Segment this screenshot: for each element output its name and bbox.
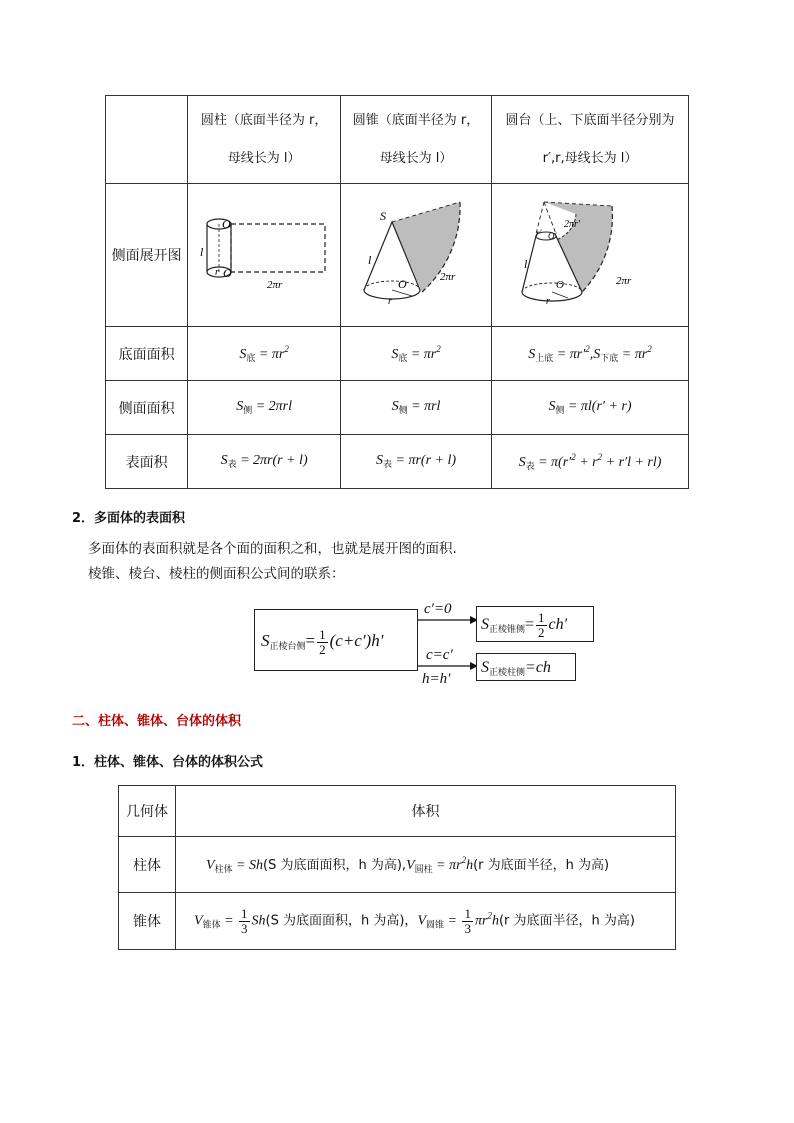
row-label-net: 侧面展开图 bbox=[106, 184, 188, 327]
cylinder-base-center-label: O bbox=[223, 266, 232, 280]
cylinder-top-center-label: O bbox=[222, 217, 231, 231]
section2-paragraph2: 棱锥、棱台、棱柱的侧面积公式间的联系： bbox=[88, 566, 345, 582]
prism-lateral-formula-box: $S_{正棱柱侧}=ch$ bbox=[476, 653, 576, 681]
section2-paragraph1: 多面体的表面积就是各个面的面积之和，也就是展开图的面积. bbox=[88, 541, 457, 557]
row-label-lateral-area: 侧面面积 bbox=[106, 381, 188, 435]
volume-table-col1-header: 几何体 bbox=[119, 786, 176, 837]
cone-net-cell bbox=[341, 184, 492, 327]
cylinder-generatrix-label: l bbox=[200, 245, 204, 259]
prism-row-label: 柱体 bbox=[119, 837, 176, 893]
header-cylinder bbox=[188, 96, 341, 184]
pyramid-row-label: 锥体 bbox=[119, 893, 176, 950]
prism-volume-formula: $V_{柱体} = Sh(S$ 为底面面积，h 为高)$,V_{圆柱} = \pi r^2h(r$ 为底面半径，h 为高) bbox=[176, 837, 676, 893]
cone-generatrix-label: l bbox=[368, 253, 372, 267]
frustum-top-radius-label: r′ bbox=[536, 228, 542, 238]
header-frustum-line1: 圆台（上、下底面半径分别为 bbox=[505, 112, 675, 128]
condition-c-prime-zero: c′=0 bbox=[424, 601, 452, 617]
condition-c-equals-c-prime: c=c′ bbox=[426, 647, 453, 663]
corner-cell bbox=[106, 96, 188, 184]
frustum-generatrix-label: l bbox=[524, 257, 528, 271]
header-cone bbox=[341, 96, 492, 184]
header-cone-line2: 母线长为 l） bbox=[379, 150, 453, 166]
cylinder-net-cell bbox=[188, 184, 341, 327]
cone-radius-label: r bbox=[388, 296, 392, 307]
frustum-top-center-label: O′ bbox=[548, 231, 557, 241]
cylinder-net-diagram bbox=[189, 184, 339, 322]
row-label-base-area: 底面面积 bbox=[106, 327, 188, 381]
section2-heading: 2．多面体的表面积 bbox=[72, 511, 186, 526]
part2-subheading: 1．柱体、锥体、台体的体积公式 bbox=[72, 755, 264, 770]
frustum-net-cell bbox=[492, 184, 689, 327]
part2-heading: 二、柱体、锥体、台体的体积 bbox=[72, 714, 242, 729]
cone-net-diagram bbox=[342, 184, 490, 322]
volume-table bbox=[118, 785, 676, 950]
cone-apex-label: S bbox=[380, 209, 387, 223]
frustum-surface-area: $S_表 = \pi(r'^2 + r^2 + r'l + rl)$ bbox=[492, 435, 689, 489]
header-frustum bbox=[492, 96, 689, 184]
cone-lateral-area: $S_侧 = \pi rl$ bbox=[341, 381, 492, 435]
surface-area-table bbox=[105, 95, 689, 489]
header-cylinder-line1: 圆柱（底面半径为 r， bbox=[200, 112, 328, 128]
header-cone-line1: 圆锥（底面半径为 r， bbox=[352, 112, 480, 128]
cone-arc-label: 2πr bbox=[440, 271, 456, 283]
cone-center-label: O bbox=[398, 277, 407, 291]
row-label-surface-area: 表面积 bbox=[106, 435, 188, 489]
frustum-arc-label: 2πr bbox=[616, 275, 632, 287]
frustum-base-area: $S_{上底} = \pi r'^2,S_{下底} = \pi r^2$ bbox=[492, 327, 689, 381]
frustum-net-diagram bbox=[492, 184, 688, 322]
cylinder-surface-area: $S_表 = 2\pi r(r + l)$ bbox=[188, 435, 341, 489]
frustum-base-radius-label: r bbox=[546, 296, 550, 307]
frustum-lateral-area: $S_侧 = \pi l(r' + r)$ bbox=[492, 381, 689, 435]
cylinder-lateral-area: $S_侧 = 2\pi rl$ bbox=[188, 381, 341, 435]
pyramid-lateral-formula-box: $S_{正棱锥侧}=$ $\frac{1}{2}$ ch′ bbox=[476, 606, 594, 642]
condition-h-equals-h-prime: h=h′ bbox=[422, 671, 451, 687]
cone-base-area: $S_底 = \pi r^2$ bbox=[341, 327, 492, 381]
frustum-top-arc-label: 2πr′ bbox=[564, 219, 581, 230]
cylinder-base-area: $S_底 = \pi r^2$ bbox=[188, 327, 341, 381]
frustum-lateral-formula-box: $S_{正棱台侧}=$ $\frac{1}{2}$ (c+c′)h′ bbox=[254, 609, 418, 671]
pyramid-volume-formula: $V_{锥体}$ = $\frac{1}{3}$ Sh(S 为底面面积，h 为高)，$V_{圆锥}$ = $\frac{1}{3}$ $\pi r^2h(r$ 为底面半径，h 为高) bbox=[176, 893, 676, 950]
cylinder-arc-label: 2πr bbox=[267, 279, 283, 291]
frustum-base-center-label: O bbox=[556, 279, 564, 291]
header-cylinder-line2: 母线长为 l） bbox=[227, 150, 301, 166]
volume-table-col2-header: 体积 bbox=[176, 786, 676, 837]
cone-surface-area: $S_表 = \pi r(r + l)$ bbox=[341, 435, 492, 489]
cylinder-radius-label: r bbox=[215, 267, 220, 278]
header-frustum-line2: r′,r,母线长为 l） bbox=[542, 150, 638, 166]
